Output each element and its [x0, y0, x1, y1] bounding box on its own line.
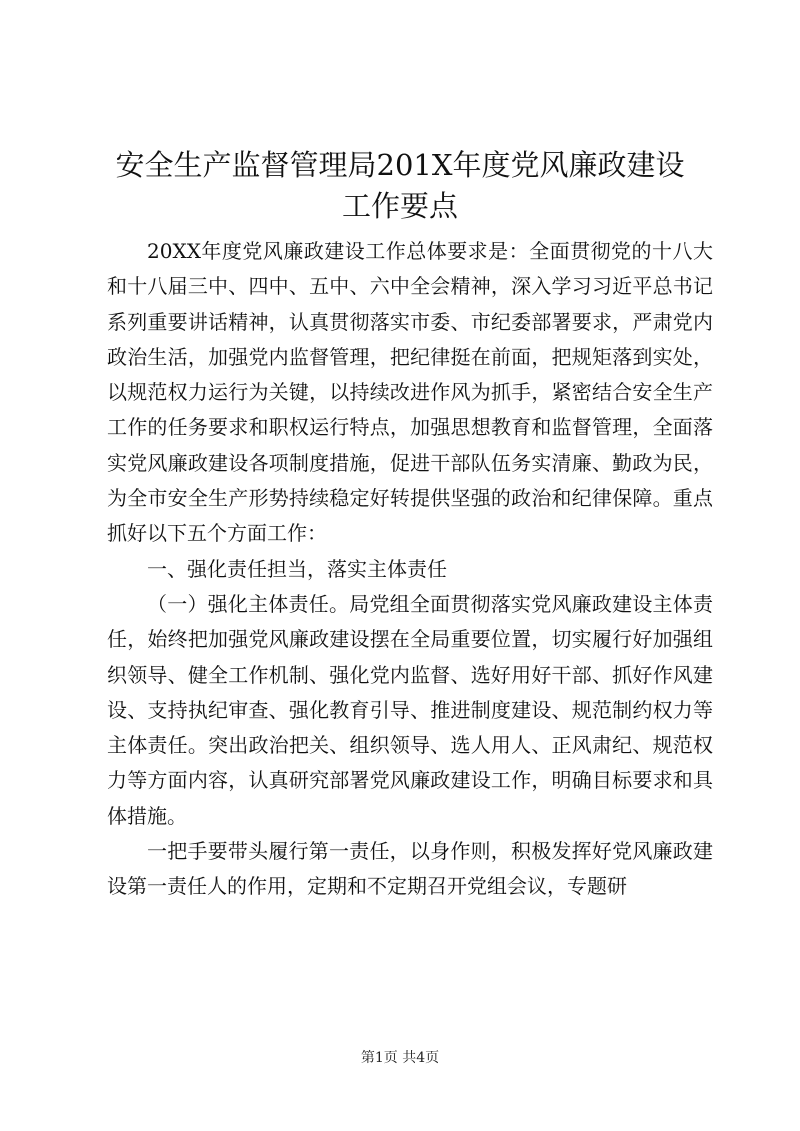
- document-body: [107, 234, 713, 905]
- paragraph-first-responsibility: 一把手要带头履行第一责任，以身作则，积极发挥好党风廉政建设第一责任人的作用，定期和不定期召开党组会议，专题研: [107, 839, 713, 899]
- document-title-line2: 工作要点: [341, 189, 458, 223]
- section-heading-1: 一、强化责任担当，落实主体责任: [147, 556, 447, 581]
- document-title-line1: 安全生产监督管理局201X年度党风廉政建设: [115, 148, 685, 182]
- paragraph-subsection-1: （一）强化主体责任。局党组全面贯彻落实党风廉政建设主体责任，始终把加强党风廉政建设摆在全局重要位置，切实履行好加强组织领导、健全工作机制、强化党内监督、选好用好干部、抓好作风建设、支持执纪审查、强化教育引导、推进制度建设、规范制约权力等主体责任。突出政治把关、组织领导、选人用人、正风肃纪、规范权力等方面内容，认真研究部署党风廉政建设工作，明确目标要求和具体措施。: [107, 591, 713, 828]
- paragraph-general-requirements: 20XX年度党风廉政建设工作总体要求是：全面贯彻党的十八大和十八届三中、四中、五中、六中全会精神，深入学习习近平总书记系列重要讲话精神，认真贯彻落实市委、市纪委部署要求，严肃党内政治生活，加强党内监督管理，把纪律挺在前面，把规矩落到实处，以规范权力运行为关键，以持续改进作风为抓手，紧密结合安全生产工作的任务要求和职权运行特点，加强思想教育和监督管理，全面落实党风廉政建设各项制度措施，促进干部队伍务实清廉、勤政为民，为全市安全生产形势持续稳定好转提供坚强的政治和纪律保障。重点抓好以下五个方面工作：: [107, 239, 713, 546]
- page-number-footer: 第1页 共4页: [360, 1050, 440, 1066]
